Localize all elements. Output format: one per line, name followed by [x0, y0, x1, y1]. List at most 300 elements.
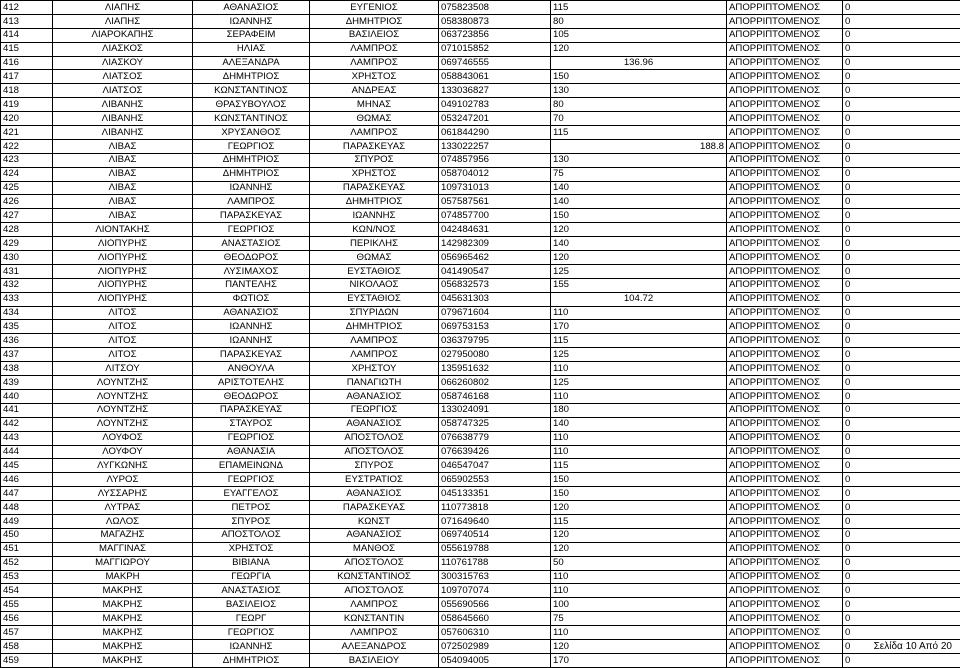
cell-status: ΑΠΟΡΡΙΠΤΟΜΕΝΟΣ: [727, 487, 843, 501]
cell-surname: ΛΟΥΦΟΥ: [53, 445, 193, 459]
cell-aa: 451: [1, 542, 53, 556]
table-row: [1, 348, 960, 362]
cell-first-name: ΠΑΡΑΣΚΕΥΑΣ: [193, 348, 310, 362]
cell-father-name: ΔΗΜΗΤΡΙΟΣ: [310, 14, 439, 28]
cell-surname: ΜΑΚΡΗΣ: [53, 612, 193, 626]
cell-status: ΑΠΟΡΡΙΠΤΟΜΕΝΟΣ: [727, 181, 843, 195]
cell-score: 120: [551, 639, 727, 653]
cell-status: ΑΠΟΡΡΙΠΤΟΜΕΝΟΣ: [727, 417, 843, 431]
cell-aa: 444: [1, 445, 53, 459]
cell-first-name: ΧΡΗΣΤΟΣ: [193, 542, 310, 556]
cell-extra-value: 0: [843, 459, 960, 473]
cell-aa: 420: [1, 112, 53, 126]
cell-score: 120: [551, 42, 727, 56]
cell-extra-value: 0: [843, 28, 960, 42]
cell-id-number: 058645660: [439, 612, 551, 626]
cell-aa: 424: [1, 167, 53, 181]
cell-score: 125: [551, 348, 727, 362]
cell-surname: ΜΑΚΡΗΣ: [53, 653, 193, 667]
table-row: [1, 639, 960, 653]
cell-first-name: ΘΡΑΣΥΒΟΥΛΟΣ: [193, 98, 310, 112]
cell-id-number: 036379795: [439, 334, 551, 348]
cell-status: ΑΠΟΡΡΙΠΤΟΜΕΝΟΣ: [727, 445, 843, 459]
table-row: [1, 223, 960, 237]
cell-first-name: ΔΗΜΗΤΡΙΟΣ: [193, 153, 310, 167]
cell-aa: 449: [1, 514, 53, 528]
cell-father-name: ΑΘΑΝΑΣΙΟΣ: [310, 487, 439, 501]
table-row: [1, 570, 960, 584]
cell-status: ΑΠΟΡΡΙΠΤΟΜΕΝΟΣ: [727, 28, 843, 42]
cell-status: ΑΠΟΡΡΙΠΤΟΜΕΝΟΣ: [727, 112, 843, 126]
cell-surname: ΛΩΛΟΣ: [53, 514, 193, 528]
cell-first-name: ΙΩΑΝΝΗΣ: [193, 181, 310, 195]
cell-score: 75: [551, 612, 727, 626]
cell-first-name: ΕΥΑΓΓΕΛΟΣ: [193, 487, 310, 501]
table-row: [1, 70, 960, 84]
cell-status: ΑΠΟΡΡΙΠΤΟΜΕΝΟΣ: [727, 42, 843, 56]
cell-score: 140: [551, 237, 727, 251]
cell-aa: 438: [1, 362, 53, 376]
cell-status: ΑΠΟΡΡΙΠΤΟΜΕΝΟΣ: [727, 639, 843, 653]
cell-status: ΑΠΟΡΡΙΠΤΟΜΕΝΟΣ: [727, 473, 843, 487]
cell-surname: ΜΑΚΡΗΣ: [53, 639, 193, 653]
cell-id-number: 069753153: [439, 320, 551, 334]
cell-aa: 453: [1, 570, 53, 584]
cell-first-name: ΚΩΝΣΤΑΝΤΙΝΟΣ: [193, 84, 310, 98]
cell-father-name: ΣΠΥΡΙΔΩΝ: [310, 306, 439, 320]
cell-aa: 418: [1, 84, 53, 98]
cell-father-name: ΑΠΟΣΤΟΛΟΣ: [310, 584, 439, 598]
cell-id-number: 133036827: [439, 84, 551, 98]
cell-id-number: 041490547: [439, 264, 551, 278]
cell-first-name: ΣΕΡΑΦΕΙΜ: [193, 28, 310, 42]
cell-first-name: ΑΘΑΝΑΣΙΟΣ: [193, 306, 310, 320]
cell-extra-value: 0: [843, 42, 960, 56]
cell-father-name: ΘΩΜΑΣ: [310, 251, 439, 265]
table-row: [1, 320, 960, 334]
cell-father-name: ΑΠΟΣΤΟΛΟΣ: [310, 431, 439, 445]
cell-score: 150: [551, 70, 727, 84]
cell-status: ΑΠΟΡΡΙΠΤΟΜΕΝΟΣ: [727, 542, 843, 556]
cell-score: 104.72: [551, 292, 727, 306]
cell-surname: ΛΙΤΣΟΥ: [53, 362, 193, 376]
cell-surname: ΛΙΟΠΥΡΗΣ: [53, 264, 193, 278]
cell-first-name: ΙΩΑΝΝΗΣ: [193, 14, 310, 28]
cell-id-number: 045133351: [439, 487, 551, 501]
cell-id-number: 110773818: [439, 501, 551, 515]
cell-extra-value: 0: [843, 320, 960, 334]
table-row: [1, 653, 960, 667]
table-row: [1, 167, 960, 181]
cell-score: 75: [551, 167, 727, 181]
cell-status: ΑΠΟΡΡΙΠΤΟΜΕΝΟΣ: [727, 306, 843, 320]
cell-surname: ΛΙΤΟΣ: [53, 320, 193, 334]
cell-score: 115: [551, 1, 727, 15]
cell-father-name: ΛΑΜΠΡΟΣ: [310, 626, 439, 640]
cell-first-name: ΣΠΥΡΟΣ: [193, 514, 310, 528]
cell-aa: 442: [1, 417, 53, 431]
cell-status: ΑΠΟΡΡΙΠΤΟΜΕΝΟΣ: [727, 56, 843, 70]
table-row: [1, 264, 960, 278]
cell-status: ΑΠΟΡΡΙΠΤΟΜΕΝΟΣ: [727, 264, 843, 278]
cell-surname: ΛΙΑΡΟΚΑΠΗΣ: [53, 28, 193, 42]
cell-surname: ΛΙΒΑΝΗΣ: [53, 98, 193, 112]
cell-status: ΑΠΟΡΡΙΠΤΟΜΕΝΟΣ: [727, 459, 843, 473]
cell-score: 120: [551, 528, 727, 542]
cell-surname: ΜΑΓΑΖΗΣ: [53, 528, 193, 542]
cell-score: 80: [551, 14, 727, 28]
cell-id-number: 058380873: [439, 14, 551, 28]
cell-id-number: 069746555: [439, 56, 551, 70]
cell-first-name: ΘΕΟΔΩΡΟΣ: [193, 389, 310, 403]
cell-score: 50: [551, 556, 727, 570]
cell-id-number: 072502989: [439, 639, 551, 653]
cell-aa: 414: [1, 28, 53, 42]
cell-father-name: ΕΥΣΤΡΑΤΙΟΣ: [310, 473, 439, 487]
cell-id-number: 057587561: [439, 195, 551, 209]
cell-score: 140: [551, 417, 727, 431]
cell-extra-value: 0: [843, 334, 960, 348]
cell-aa: 436: [1, 334, 53, 348]
cell-id-number: 056965462: [439, 251, 551, 265]
table-row: [1, 584, 960, 598]
cell-surname: ΛΟΥΝΤΖΗΣ: [53, 403, 193, 417]
cell-aa: 454: [1, 584, 53, 598]
cell-father-name: ΑΘΑΝΑΣΙΟΣ: [310, 389, 439, 403]
cell-father-name: ΕΥΣΤΑΘΙΟΣ: [310, 292, 439, 306]
cell-father-name: ΜΗΝΑΣ: [310, 98, 439, 112]
cell-id-number: 076638779: [439, 431, 551, 445]
cell-surname: ΜΑΚΡΗΣ: [53, 584, 193, 598]
cell-score: 180: [551, 403, 727, 417]
cell-status: ΑΠΟΡΡΙΠΤΟΜΕΝΟΣ: [727, 389, 843, 403]
cell-father-name: ΙΩΑΝΝΗΣ: [310, 209, 439, 223]
cell-father-name: ΧΡΗΣΤΟΥ: [310, 362, 439, 376]
cell-surname: ΛΟΥΦΟΣ: [53, 431, 193, 445]
cell-extra-value: 0: [843, 584, 960, 598]
cell-status: ΑΠΟΡΡΙΠΤΟΜΕΝΟΣ: [727, 514, 843, 528]
cell-id-number: 076639426: [439, 445, 551, 459]
cell-aa: 429: [1, 237, 53, 251]
cell-id-number: 045631303: [439, 292, 551, 306]
cell-id-number: 135951632: [439, 362, 551, 376]
cell-score: 120: [551, 251, 727, 265]
cell-score: 110: [551, 306, 727, 320]
cell-surname: ΛΙΑΣΚΟΣ: [53, 42, 193, 56]
cell-id-number: 300315763: [439, 570, 551, 584]
cell-score: 70: [551, 112, 727, 126]
cell-extra-value: 0: [843, 292, 960, 306]
cell-first-name: ΒΙΒΙΑΝΑ: [193, 556, 310, 570]
cell-extra-value: 0: [843, 612, 960, 626]
cell-father-name: ΛΑΜΠΡΟΣ: [310, 334, 439, 348]
table-row: [1, 556, 960, 570]
cell-first-name: ΑΠΟΣΤΟΛΟΣ: [193, 528, 310, 542]
cell-id-number: 109707074: [439, 584, 551, 598]
cell-status: ΑΠΟΡΡΙΠΤΟΜΕΝΟΣ: [727, 167, 843, 181]
cell-surname: ΛΙΟΠΥΡΗΣ: [53, 278, 193, 292]
table-row: [1, 445, 960, 459]
cell-id-number: 054094005: [439, 653, 551, 667]
table-row: [1, 417, 960, 431]
cell-father-name: ΠΕΡΙΚΛΗΣ: [310, 237, 439, 251]
table-row: [1, 612, 960, 626]
table-row: [1, 56, 960, 70]
cell-score: 110: [551, 445, 727, 459]
cell-extra-value: 0: [843, 153, 960, 167]
cell-first-name: ΘΕΟΔΩΡΟΣ: [193, 251, 310, 265]
cell-extra-value: 0: [843, 639, 960, 653]
cell-aa: 416: [1, 56, 53, 70]
cell-surname: ΛΟΥΝΤΖΗΣ: [53, 417, 193, 431]
cell-status: ΑΠΟΡΡΙΠΤΟΜΕΝΟΣ: [727, 653, 843, 667]
cell-extra-value: 0: [843, 556, 960, 570]
cell-father-name: ΛΑΜΠΡΟΣ: [310, 348, 439, 362]
cell-aa: 412: [1, 1, 53, 15]
cell-score: 100: [551, 598, 727, 612]
cell-score: 110: [551, 626, 727, 640]
cell-extra-value: 0: [843, 195, 960, 209]
cell-first-name: ΔΗΜΗΤΡΙΟΣ: [193, 653, 310, 667]
cell-surname: ΛΙΒΑΣ: [53, 167, 193, 181]
cell-surname: ΛΙΤΟΣ: [53, 348, 193, 362]
cell-score: 120: [551, 501, 727, 515]
cell-score: 115: [551, 126, 727, 140]
table-row: [1, 514, 960, 528]
cell-first-name: ΑΘΑΝΑΣΙΟΣ: [193, 1, 310, 15]
cell-status: ΑΠΟΡΡΙΠΤΟΜΕΝΟΣ: [727, 501, 843, 515]
table-row: [1, 334, 960, 348]
cell-extra-value: 0: [843, 570, 960, 584]
cell-extra-value: 0: [843, 139, 960, 153]
cell-aa: 426: [1, 195, 53, 209]
cell-aa: 439: [1, 376, 53, 390]
table-row: [1, 209, 960, 223]
cell-score: 130: [551, 153, 727, 167]
cell-father-name: ΠΑΝΑΓΙΩΤΗ: [310, 376, 439, 390]
cell-father-name: ΕΥΣΤΑΘΙΟΣ: [310, 264, 439, 278]
cell-surname: ΛΙΒΑΣ: [53, 139, 193, 153]
cell-father-name: ΛΑΜΠΡΟΣ: [310, 598, 439, 612]
cell-surname: ΛΙΒΑΝΗΣ: [53, 112, 193, 126]
cell-father-name: ΝΙΚΟΛΑΟΣ: [310, 278, 439, 292]
cell-surname: ΜΑΚΡΗΣ: [53, 626, 193, 640]
cell-surname: ΛΙΑΤΣΟΣ: [53, 70, 193, 84]
table-row: [1, 389, 960, 403]
cell-id-number: 133024091: [439, 403, 551, 417]
cell-extra-value: 0: [843, 1, 960, 15]
cell-extra-value: 0: [843, 237, 960, 251]
cell-aa: 458: [1, 639, 53, 653]
cell-id-number: 071015852: [439, 42, 551, 56]
cell-score: 130: [551, 84, 727, 98]
cell-aa: 427: [1, 209, 53, 223]
cell-aa: 456: [1, 612, 53, 626]
cell-aa: 431: [1, 264, 53, 278]
cell-surname: ΛΙΒΑΣ: [53, 195, 193, 209]
cell-extra-value: 0: [843, 501, 960, 515]
cell-score: 110: [551, 389, 727, 403]
cell-surname: ΛΥΓΚΩΝΗΣ: [53, 459, 193, 473]
cell-status: ΑΠΟΡΡΙΠΤΟΜΕΝΟΣ: [727, 223, 843, 237]
cell-status: ΑΠΟΡΡΙΠΤΟΜΕΝΟΣ: [727, 84, 843, 98]
cell-surname: ΛΙΒΑΝΗΣ: [53, 126, 193, 140]
cell-first-name: ΑΝΑΣΤΑΣΙΟΣ: [193, 584, 310, 598]
cell-status: ΑΠΟΡΡΙΠΤΟΜΕΝΟΣ: [727, 139, 843, 153]
cell-id-number: 110761788: [439, 556, 551, 570]
table-row: [1, 459, 960, 473]
cell-score: 110: [551, 431, 727, 445]
table-row: [1, 598, 960, 612]
cell-extra-value: 0: [843, 306, 960, 320]
table-row: [1, 431, 960, 445]
cell-score: 120: [551, 542, 727, 556]
cell-first-name: ΔΗΜΗΤΡΙΟΣ: [193, 70, 310, 84]
cell-first-name: ΠΑΝΤΕΛΗΣ: [193, 278, 310, 292]
cell-surname: ΜΑΓΓΙΝΑΣ: [53, 542, 193, 556]
cell-first-name: ΛΥΣΙΜΑΧΟΣ: [193, 264, 310, 278]
cell-status: ΑΠΟΡΡΙΠΤΟΜΕΝΟΣ: [727, 278, 843, 292]
cell-id-number: 065902553: [439, 473, 551, 487]
table-row: [1, 403, 960, 417]
cell-id-number: 042484631: [439, 223, 551, 237]
cell-surname: ΜΑΚΡΗΣ: [53, 598, 193, 612]
cell-id-number: 063723856: [439, 28, 551, 42]
cell-aa: 434: [1, 306, 53, 320]
cell-aa: 446: [1, 473, 53, 487]
cell-id-number: 069740514: [439, 528, 551, 542]
cell-aa: 450: [1, 528, 53, 542]
cell-father-name: ΧΡΗΣΤΟΣ: [310, 167, 439, 181]
table-row: [1, 42, 960, 56]
cell-father-name: ΒΑΣΙΛΕΙΟΥ: [310, 653, 439, 667]
cell-extra-value: 0: [843, 112, 960, 126]
cell-score: 150: [551, 487, 727, 501]
cell-status: ΑΠΟΡΡΙΠΤΟΜΕΝΟΣ: [727, 14, 843, 28]
cell-status: ΑΠΟΡΡΙΠΤΟΜΕΝΟΣ: [727, 584, 843, 598]
cell-id-number: 053247201: [439, 112, 551, 126]
cell-extra-value: 0: [843, 653, 960, 667]
cell-extra-value: 0: [843, 209, 960, 223]
cell-id-number: 049102783: [439, 98, 551, 112]
cell-score: 170: [551, 320, 727, 334]
cell-father-name: ΕΥΓΕΝΙΟΣ: [310, 1, 439, 15]
cell-extra-value: 0: [843, 278, 960, 292]
cell-score: 115: [551, 334, 727, 348]
cell-father-name: ΘΩΜΑΣ: [310, 112, 439, 126]
cell-father-name: ΑΠΟΣΤΟΛΟΣ: [310, 556, 439, 570]
cell-father-name: ΚΩΝΣΤΑΝΤΙΝ: [310, 612, 439, 626]
cell-score: 140: [551, 195, 727, 209]
cell-first-name: ΑΡΙΣΤΟΤΕΛΗΣ: [193, 376, 310, 390]
cell-score: 105: [551, 28, 727, 42]
cell-surname: ΛΙΟΠΥΡΗΣ: [53, 251, 193, 265]
table-row: [1, 112, 960, 126]
cell-aa: 452: [1, 556, 53, 570]
cell-surname: ΛΟΥΝΤΖΗΣ: [53, 376, 193, 390]
cell-aa: 445: [1, 459, 53, 473]
cell-aa: 441: [1, 403, 53, 417]
cell-first-name: ΚΩΝΣΤΑΝΤΙΝΟΣ: [193, 112, 310, 126]
cell-status: ΑΠΟΡΡΙΠΤΟΜΕΝΟΣ: [727, 431, 843, 445]
cell-status: ΑΠΟΡΡΙΠΤΟΜΕΝΟΣ: [727, 570, 843, 584]
table-row: [1, 237, 960, 251]
cell-father-name: ΓΕΩΡΓΙΟΣ: [310, 403, 439, 417]
cell-score: 115: [551, 459, 727, 473]
cell-extra-value: 0: [843, 626, 960, 640]
cell-extra-value: 0: [843, 376, 960, 390]
cell-extra-value: 0: [843, 403, 960, 417]
cell-father-name: ΔΗΜΗΤΡΙΟΣ: [310, 320, 439, 334]
cell-father-name: ΣΠΥΡΟΣ: [310, 153, 439, 167]
cell-first-name: ΕΠΑΜΕΙΝΩΝΔ: [193, 459, 310, 473]
cell-father-name: ΛΑΜΠΡΟΣ: [310, 56, 439, 70]
cell-status: ΑΠΟΡΡΙΠΤΟΜΕΝΟΣ: [727, 1, 843, 15]
cell-aa: 447: [1, 487, 53, 501]
cell-score: 150: [551, 209, 727, 223]
cell-id-number: 057606310: [439, 626, 551, 640]
cell-first-name: ΙΩΑΝΝΗΣ: [193, 334, 310, 348]
cell-first-name: ΑΘΑΝΑΣΙΑ: [193, 445, 310, 459]
page-number: Σελίδα 10 Από 20: [874, 641, 952, 652]
cell-first-name: ΓΕΩΡΓΙΟΣ: [193, 139, 310, 153]
cell-status: ΑΠΟΡΡΙΠΤΟΜΕΝΟΣ: [727, 251, 843, 265]
cell-extra-value: 0: [843, 251, 960, 265]
cell-extra-value: 0: [843, 70, 960, 84]
cell-first-name: ΓΕΩΡΓΙΑ: [193, 570, 310, 584]
cell-extra-value: 0: [843, 84, 960, 98]
cell-first-name: ΦΩΤΙΟΣ: [193, 292, 310, 306]
cell-surname: ΛΙΒΑΣ: [53, 153, 193, 167]
cell-first-name: ΓΕΩΡΓΙΟΣ: [193, 473, 310, 487]
table-row: [1, 126, 960, 140]
cell-aa: 440: [1, 389, 53, 403]
cell-father-name: ΧΡΗΣΤΟΣ: [310, 70, 439, 84]
cell-aa: 415: [1, 42, 53, 56]
cell-father-name: ΛΑΜΠΡΟΣ: [310, 126, 439, 140]
cell-first-name: ΠΑΡΑΣΚΕΥΑΣ: [193, 209, 310, 223]
table-row: [1, 28, 960, 42]
cell-id-number: 074857956: [439, 153, 551, 167]
table-row: [1, 98, 960, 112]
cell-father-name: ΠΑΡΑΣΚΕΥΑΣ: [310, 501, 439, 515]
cell-father-name: ΑΠΟΣΤΟΛΟΣ: [310, 445, 439, 459]
table-row: [1, 626, 960, 640]
cell-status: ΑΠΟΡΡΙΠΤΟΜΕΝΟΣ: [727, 362, 843, 376]
cell-surname: ΜΑΚΡΗ: [53, 570, 193, 584]
cell-score: 170: [551, 653, 727, 667]
cell-first-name: ΧΡΥΣΑΝΘΟΣ: [193, 126, 310, 140]
cell-status: ΑΠΟΡΡΙΠΤΟΜΕΝΟΣ: [727, 153, 843, 167]
cell-father-name: ΚΩΝΣΤΑΝΤΙΝΟΣ: [310, 570, 439, 584]
cell-id-number: 058746168: [439, 389, 551, 403]
cell-father-name: ΑΘΑΝΑΣΙΟΣ: [310, 528, 439, 542]
cell-surname: ΛΥΤΡΑΣ: [53, 501, 193, 515]
cell-father-name: ΜΑΝΘΟΣ: [310, 542, 439, 556]
cell-status: ΑΠΟΡΡΙΠΤΟΜΕΝΟΣ: [727, 556, 843, 570]
cell-father-name: ΚΩΝ/ΝΟΣ: [310, 223, 439, 237]
cell-status: ΑΠΟΡΡΙΠΤΟΜΕΝΟΣ: [727, 98, 843, 112]
cell-status: ΑΠΟΡΡΙΠΤΟΜΕΝΟΣ: [727, 320, 843, 334]
cell-status: ΑΠΟΡΡΙΠΤΟΜΕΝΟΣ: [727, 403, 843, 417]
cell-id-number: 142982309: [439, 237, 551, 251]
table-row: [1, 14, 960, 28]
cell-extra-value: 0: [843, 181, 960, 195]
cell-score: 80: [551, 98, 727, 112]
table-row: [1, 195, 960, 209]
cell-surname: ΛΙΟΠΥΡΗΣ: [53, 237, 193, 251]
cell-father-name: ΛΑΜΠΡΟΣ: [310, 42, 439, 56]
